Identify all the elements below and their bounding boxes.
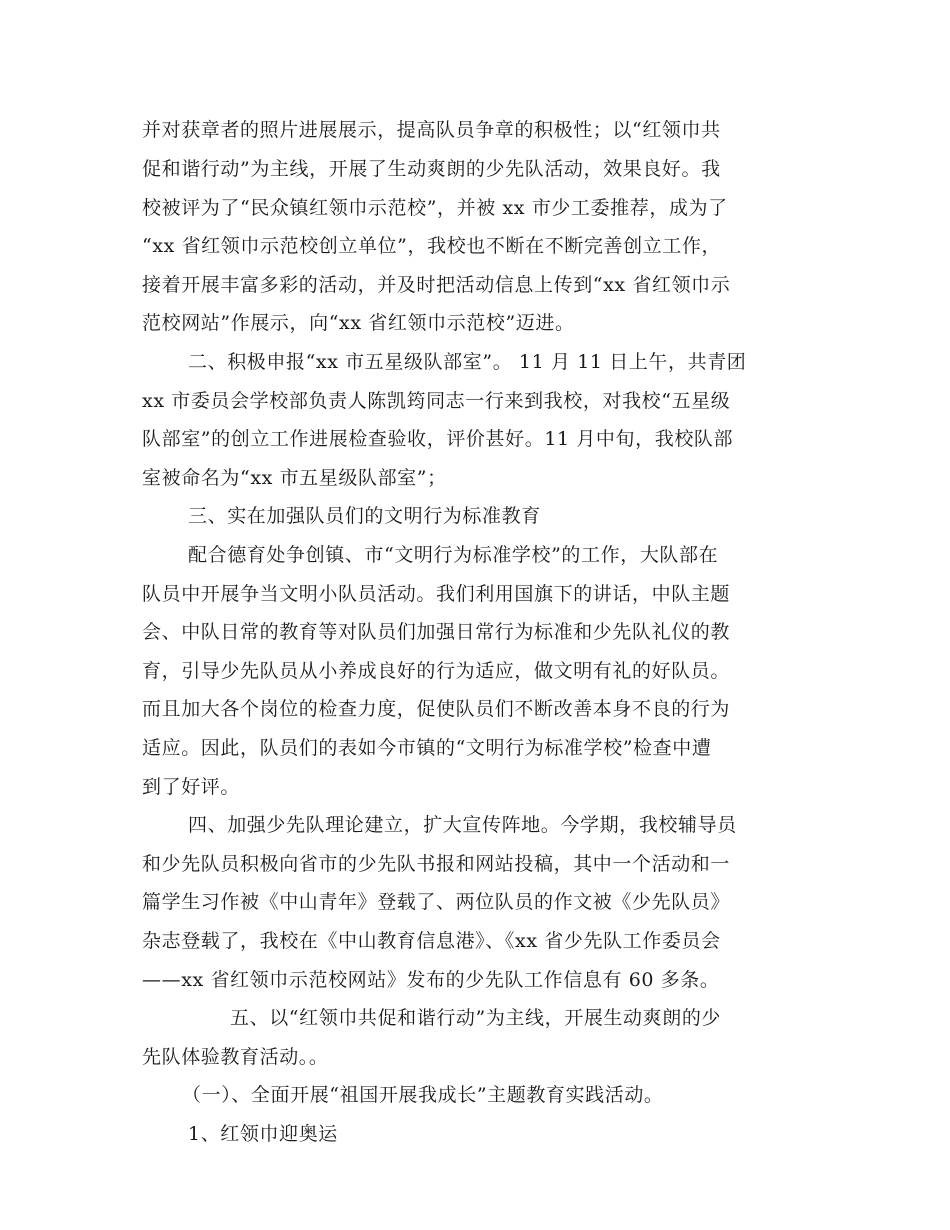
section-heading-5: 五、以“红领巾共促和谐行动”为主线，开展生动爽朗的少 [230, 1007, 722, 1029]
text-line: 并对获章者的照片进展展示，提高队员争章的积极性；以“红领巾共 [142, 119, 721, 141]
text-line: 配合德育处争创镇、市“文明行为标准学校”的工作，大队部在 [188, 544, 719, 566]
text-line: 室被命名为“xx 市五星级队部室”； [142, 467, 447, 489]
text-line: 到了好评。 [142, 776, 241, 798]
text-line: “xx 省红领巾示范校创立单位”，我校也不断在不断完善创立工作， [142, 235, 722, 257]
text-line: 育，引导少先队员从小养成良好的行为适应，做文明有礼的好队员。 [142, 660, 731, 682]
section-heading-3: 三、实在加强队员们的文明行为标准教育 [188, 505, 541, 527]
section-heading-2: 二、积极申报“xx 市五星级队部室”。 11 月 11 日上午，共青团 [188, 351, 747, 373]
text-line: 而且加大各个岗位的检查力度，促使队员们不断改善本身不良的行为 [142, 698, 731, 720]
subsection-heading: （一）、全面开展“祖国开展我成长”主题教育实践活动。 [182, 1084, 664, 1106]
text-line: 先队体验教育活动。。 [142, 1046, 329, 1068]
text-line: 会、中队日常的教育等对队员们加强日常行为标准和少先队礼仪的教 [142, 621, 731, 643]
text-line: 接着开展丰富多彩的活动，并及时把活动信息上传到“xx 省红领巾示 [142, 274, 731, 296]
text-line: 和少先队员积极向省市的少先队书报和网站投稿，其中一个活动和一 [142, 853, 731, 875]
text-line: 促和谐行动”为主线，开展了生动爽朗的少先队活动，效果良好。我 [142, 158, 721, 180]
text-line: 校被评为了“民众镇红领巾示范校”，并被 xx 市少工委推荐，成为了 [142, 197, 728, 219]
text-line: 队部室”的创立工作进展检查验收，评价甚好。11 月中旬，我校队部 [142, 428, 734, 450]
text-line: 适应。因此，队员们的表如今市镇的“文明行为标准学校”检查中遭 [142, 737, 712, 759]
section-heading-4: 四、加强少先队理论建立，扩大宣传阵地。今学期，我校辅导员 [188, 814, 737, 836]
text-line: 范校网站”作展示，向“xx 省红领巾示范校”迈进。 [142, 312, 575, 334]
text-line: 杂志登载了，我校在《中山教育信息港》、《xx 省少先队工作委员会 [142, 930, 721, 952]
text-line: 队员中开展争当文明小队员活动。我们利用国旗下的讲话，中队主题 [142, 583, 731, 605]
text-line: xx 市委员会学校部负责人陈凯筠同志一行来到我校，对我校“五星级 [142, 390, 731, 412]
text-line: 篇学生习作被《中山青年》登载了、两位队员的作文被《少先队员》 [142, 891, 731, 913]
text-line: ——xx 省红领巾示范校网站》发布的少先队工作信息有 60 多条。 [142, 969, 720, 991]
item-heading: 1、红领巾迎奥运 [188, 1123, 338, 1145]
